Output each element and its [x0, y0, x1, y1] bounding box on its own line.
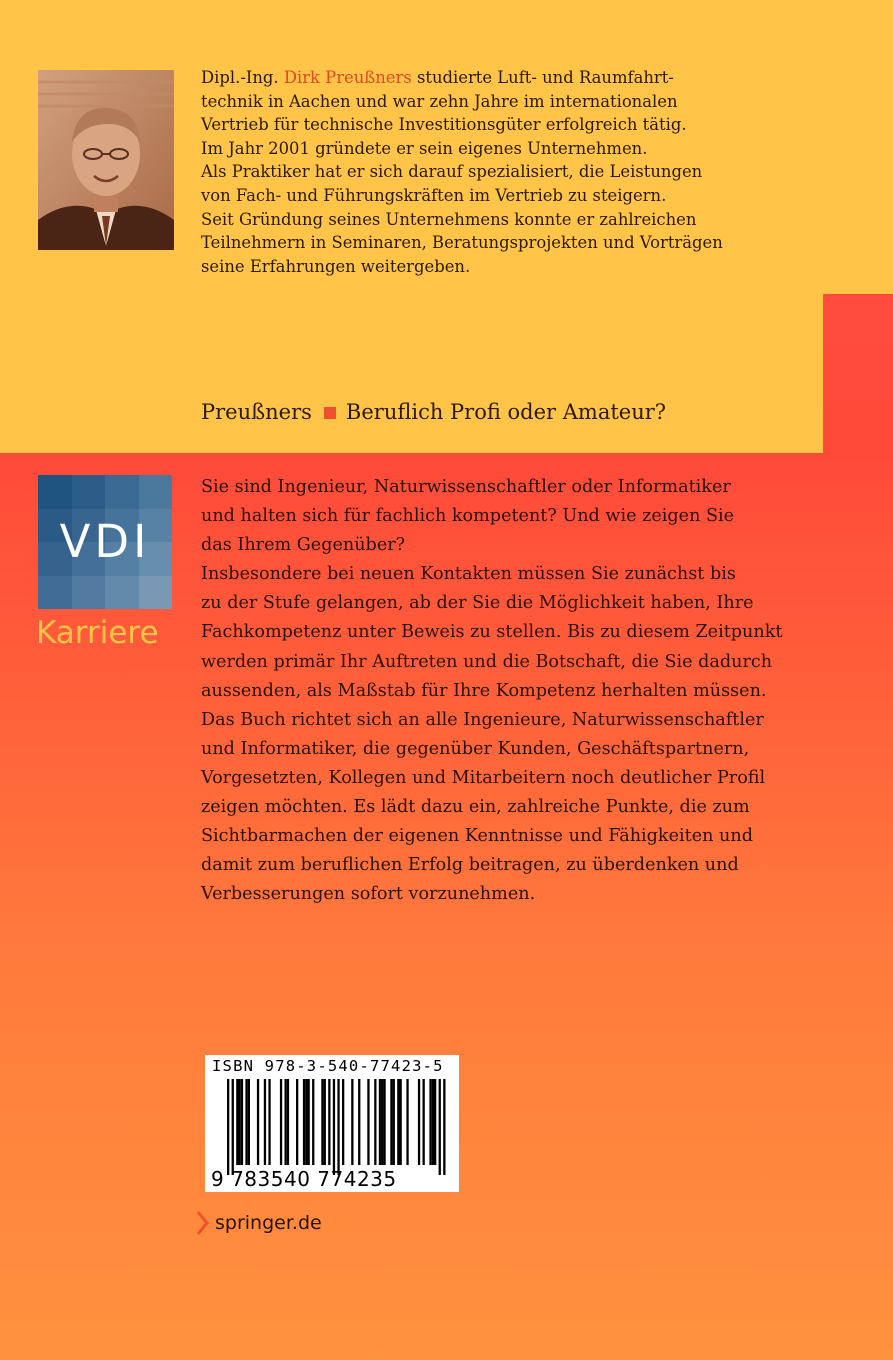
barcode-bar	[227, 1079, 229, 1175]
barcode-bar	[342, 1079, 344, 1165]
barcode-bar	[308, 1079, 310, 1165]
barcode-bar	[443, 1079, 445, 1175]
barcode-bar	[397, 1079, 399, 1165]
barcode-bar	[406, 1079, 408, 1165]
barcode-bar	[429, 1079, 431, 1165]
barcode-bar	[248, 1079, 250, 1165]
barcode-bar	[379, 1079, 381, 1165]
barcode-bar	[305, 1079, 307, 1165]
author-name: Dirk Preußners	[283, 68, 412, 87]
barcode-bar	[236, 1079, 238, 1165]
isbn-label: ISBN 978-3-540-77423-5	[212, 1057, 444, 1075]
author-bio-prefix: Dipl.-Ing.	[201, 68, 284, 87]
accent-strip	[823, 294, 893, 453]
author-photo	[38, 70, 174, 250]
barcode-bar	[337, 1079, 339, 1175]
barcode-digits: 9 783540 774235	[211, 1167, 397, 1191]
vdi-logo	[38, 475, 172, 609]
series-name: Karriere	[36, 615, 159, 651]
barcode-bar	[280, 1079, 282, 1165]
barcode-bar	[239, 1079, 241, 1165]
barcode-bar	[381, 1079, 383, 1165]
barcode-bar	[321, 1079, 323, 1165]
barcode-bar	[285, 1079, 287, 1165]
barcode-bar	[418, 1079, 420, 1165]
barcode-bar	[432, 1079, 434, 1165]
barcode-bar	[287, 1079, 289, 1165]
barcode-bar	[383, 1079, 385, 1165]
book-title-line	[201, 400, 666, 424]
barcode-bar	[257, 1079, 259, 1165]
barcode-bar	[241, 1079, 243, 1165]
barcode-bar	[333, 1079, 335, 1175]
barcode-bar	[374, 1079, 376, 1165]
barcode-bar	[351, 1079, 353, 1165]
publisher-logo	[197, 1208, 322, 1238]
barcode-bar	[367, 1079, 369, 1165]
barcode-bar	[296, 1079, 298, 1165]
author-bio-text: studierte Luft- und Raumfahrt- technik in Aachen und war zehn Jahre im internationalen Vertrieb für technische Investitionsgüter erfolgreich tätig. Im Jahr 2001 gründete er sein eigenes Unternehmen. Als Praktiker hat er sich darauf spezialisiert, die Leistungen von Fach- und Führungskräften im Vertrieb zu steigern. Seit Gründung seines Unternehmens konnte er zahlreichen Teilnehmern in Seminaren, Beratungsprojekten und Vorträgen seine Erfahrungen weitergeben.	[201, 68, 723, 276]
author-portrait-image	[38, 70, 174, 250]
barcode-bar	[328, 1079, 330, 1165]
barcode-bar	[400, 1079, 402, 1165]
square-separator-icon	[324, 407, 336, 419]
barcode-bar	[268, 1079, 270, 1165]
barcode-bar	[393, 1079, 395, 1165]
barcode-bar	[423, 1079, 425, 1165]
vdi-logo-text: VDI	[59, 515, 151, 568]
book-title: Beruflich Profi oder Amateur?	[345, 400, 667, 424]
author-bio	[201, 66, 811, 278]
chevron-right-icon	[197, 1210, 211, 1236]
publisher-url: springer.de	[215, 1212, 322, 1234]
barcode-bar	[303, 1079, 305, 1165]
barcode-bar	[245, 1079, 247, 1165]
barcode-bar	[434, 1079, 436, 1165]
barcode-bar	[439, 1079, 441, 1175]
barcode-bar	[390, 1079, 392, 1165]
barcode-bar	[232, 1079, 234, 1175]
isbn-barcode	[205, 1055, 459, 1192]
barcode-bar	[358, 1079, 360, 1165]
book-blurb: Sie sind Ingenieur, Naturwissenschaftler oder Informatiker und halten sich für fachlich kompetent? Und wie zeigen Sie das Ihrem Gegenüber? Insbesondere bei neuen Kontakten müssen Sie zunächst bis zu der Stufe gelangen, ab der Sie die Möglichkeit haben, Ihre Fachkompetenz unter Beweis zu stellen. Bis zu diesem Zeitpunkt werden primär Ihr Auftreten und die Botschaft, die Sie dadurch aussenden, als Maßstab für Ihre Kompetenz herhalten müssen. Das Buch richtet sich an alle Ingenieure, Naturwissenschaftler und Informatiker, die gegenüber Kunden, Geschäftspartnern, Vorgesetzten, Kollegen und Mitarbeitern noch deutlicher Profil zeigen möchten. Es lädt dazu ein, zahlreiche Punkte, die zum Sichtbarmachen der eigenen Kenntnisse und Fähigkeiten und damit zum beruflichen Erfolg beitragen, zu überdenken und Verbesserungen sofort vorzunehmen.	[201, 477, 783, 905]
barcode-bar	[312, 1079, 314, 1165]
barcode-bar	[264, 1079, 266, 1165]
book-author: Preußners	[201, 400, 312, 424]
barcode-bar	[324, 1079, 326, 1165]
